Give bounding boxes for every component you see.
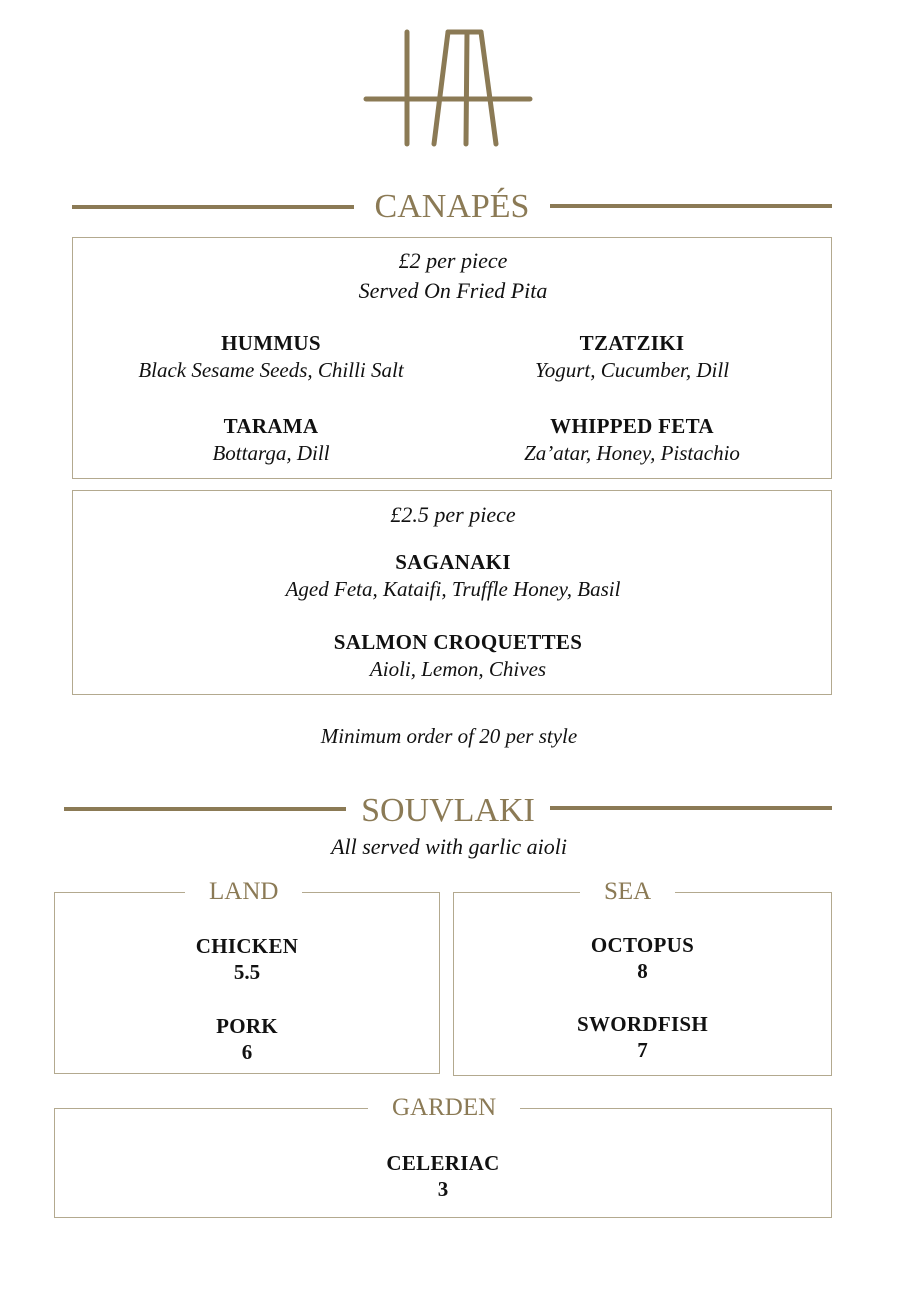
tier2-price: £2.5 per piece [390,502,516,527]
item-name: PORK [216,1014,278,1038]
menu-item [55,1013,439,1065]
souvlaki-title: SOUVLAKI [361,792,535,829]
item-name: TZATZIKI [579,331,685,355]
item-name: WHIPPED FETA [550,414,714,438]
menu-item [454,1011,831,1063]
sea-box [453,878,832,1076]
item-price: 8 [637,959,648,983]
garden-box [54,1094,832,1218]
item-desc: Bottarga, Dill [212,441,330,465]
item-name: CELERIAC [386,1151,500,1175]
menu-item [73,413,469,467]
canapes-tier2-box [72,490,832,695]
land-title: LAND [185,879,302,904]
canapes-rule-left [72,205,354,209]
minimum-order-note: Minimum order of 20 per style [320,724,578,748]
item-name: SWORDFISH [576,1012,709,1036]
item-name: SALMON CROQUETTES [333,630,583,654]
menu-item [454,932,831,984]
menu-item [469,330,795,384]
item-desc: Aioli, Lemon, Chives [369,657,547,681]
item-price: 5.5 [233,960,261,984]
souvlaki-subtitle: All served with garlic aioli [331,834,567,859]
item-name: HUMMUS [221,331,321,355]
menu-item [55,933,439,985]
souvlaki-rule-right [550,806,832,810]
item-desc: Yogurt, Cucumber, Dill [534,358,730,382]
menu-item [55,1150,831,1202]
item-price: 3 [437,1177,449,1201]
item-desc: Aged Feta, Kataifi, Truffle Honey, Basil [285,577,621,601]
menu-item [73,549,833,603]
canapes-tier1-box [72,237,832,479]
tier1-price: £2 per piece [398,248,508,273]
restaurant-monogram-logo [362,28,534,150]
souvlaki-rule-left [64,807,346,811]
item-name: TARAMA [223,414,319,438]
item-desc: Black Sesame Seeds, Chilli Salt [138,358,404,382]
item-name: SAGANAKI [395,550,511,574]
canapes-rule-right [550,204,832,208]
canapes-title: CANAPÉS [374,188,530,225]
garden-title: GARDEN [368,1095,520,1120]
sea-title: SEA [580,879,675,904]
item-price: 6 [241,1040,253,1064]
menu-item [73,629,843,683]
item-desc: Za’atar, Honey, Pistachio [524,441,740,465]
item-name: CHICKEN [195,934,299,958]
land-box [54,878,440,1074]
menu-item [73,330,469,384]
tier1-note: Served On Fried Pita [358,278,548,303]
item-name: OCTOPUS [590,933,695,957]
menu-item [469,413,795,467]
item-price: 7 [637,1038,648,1062]
